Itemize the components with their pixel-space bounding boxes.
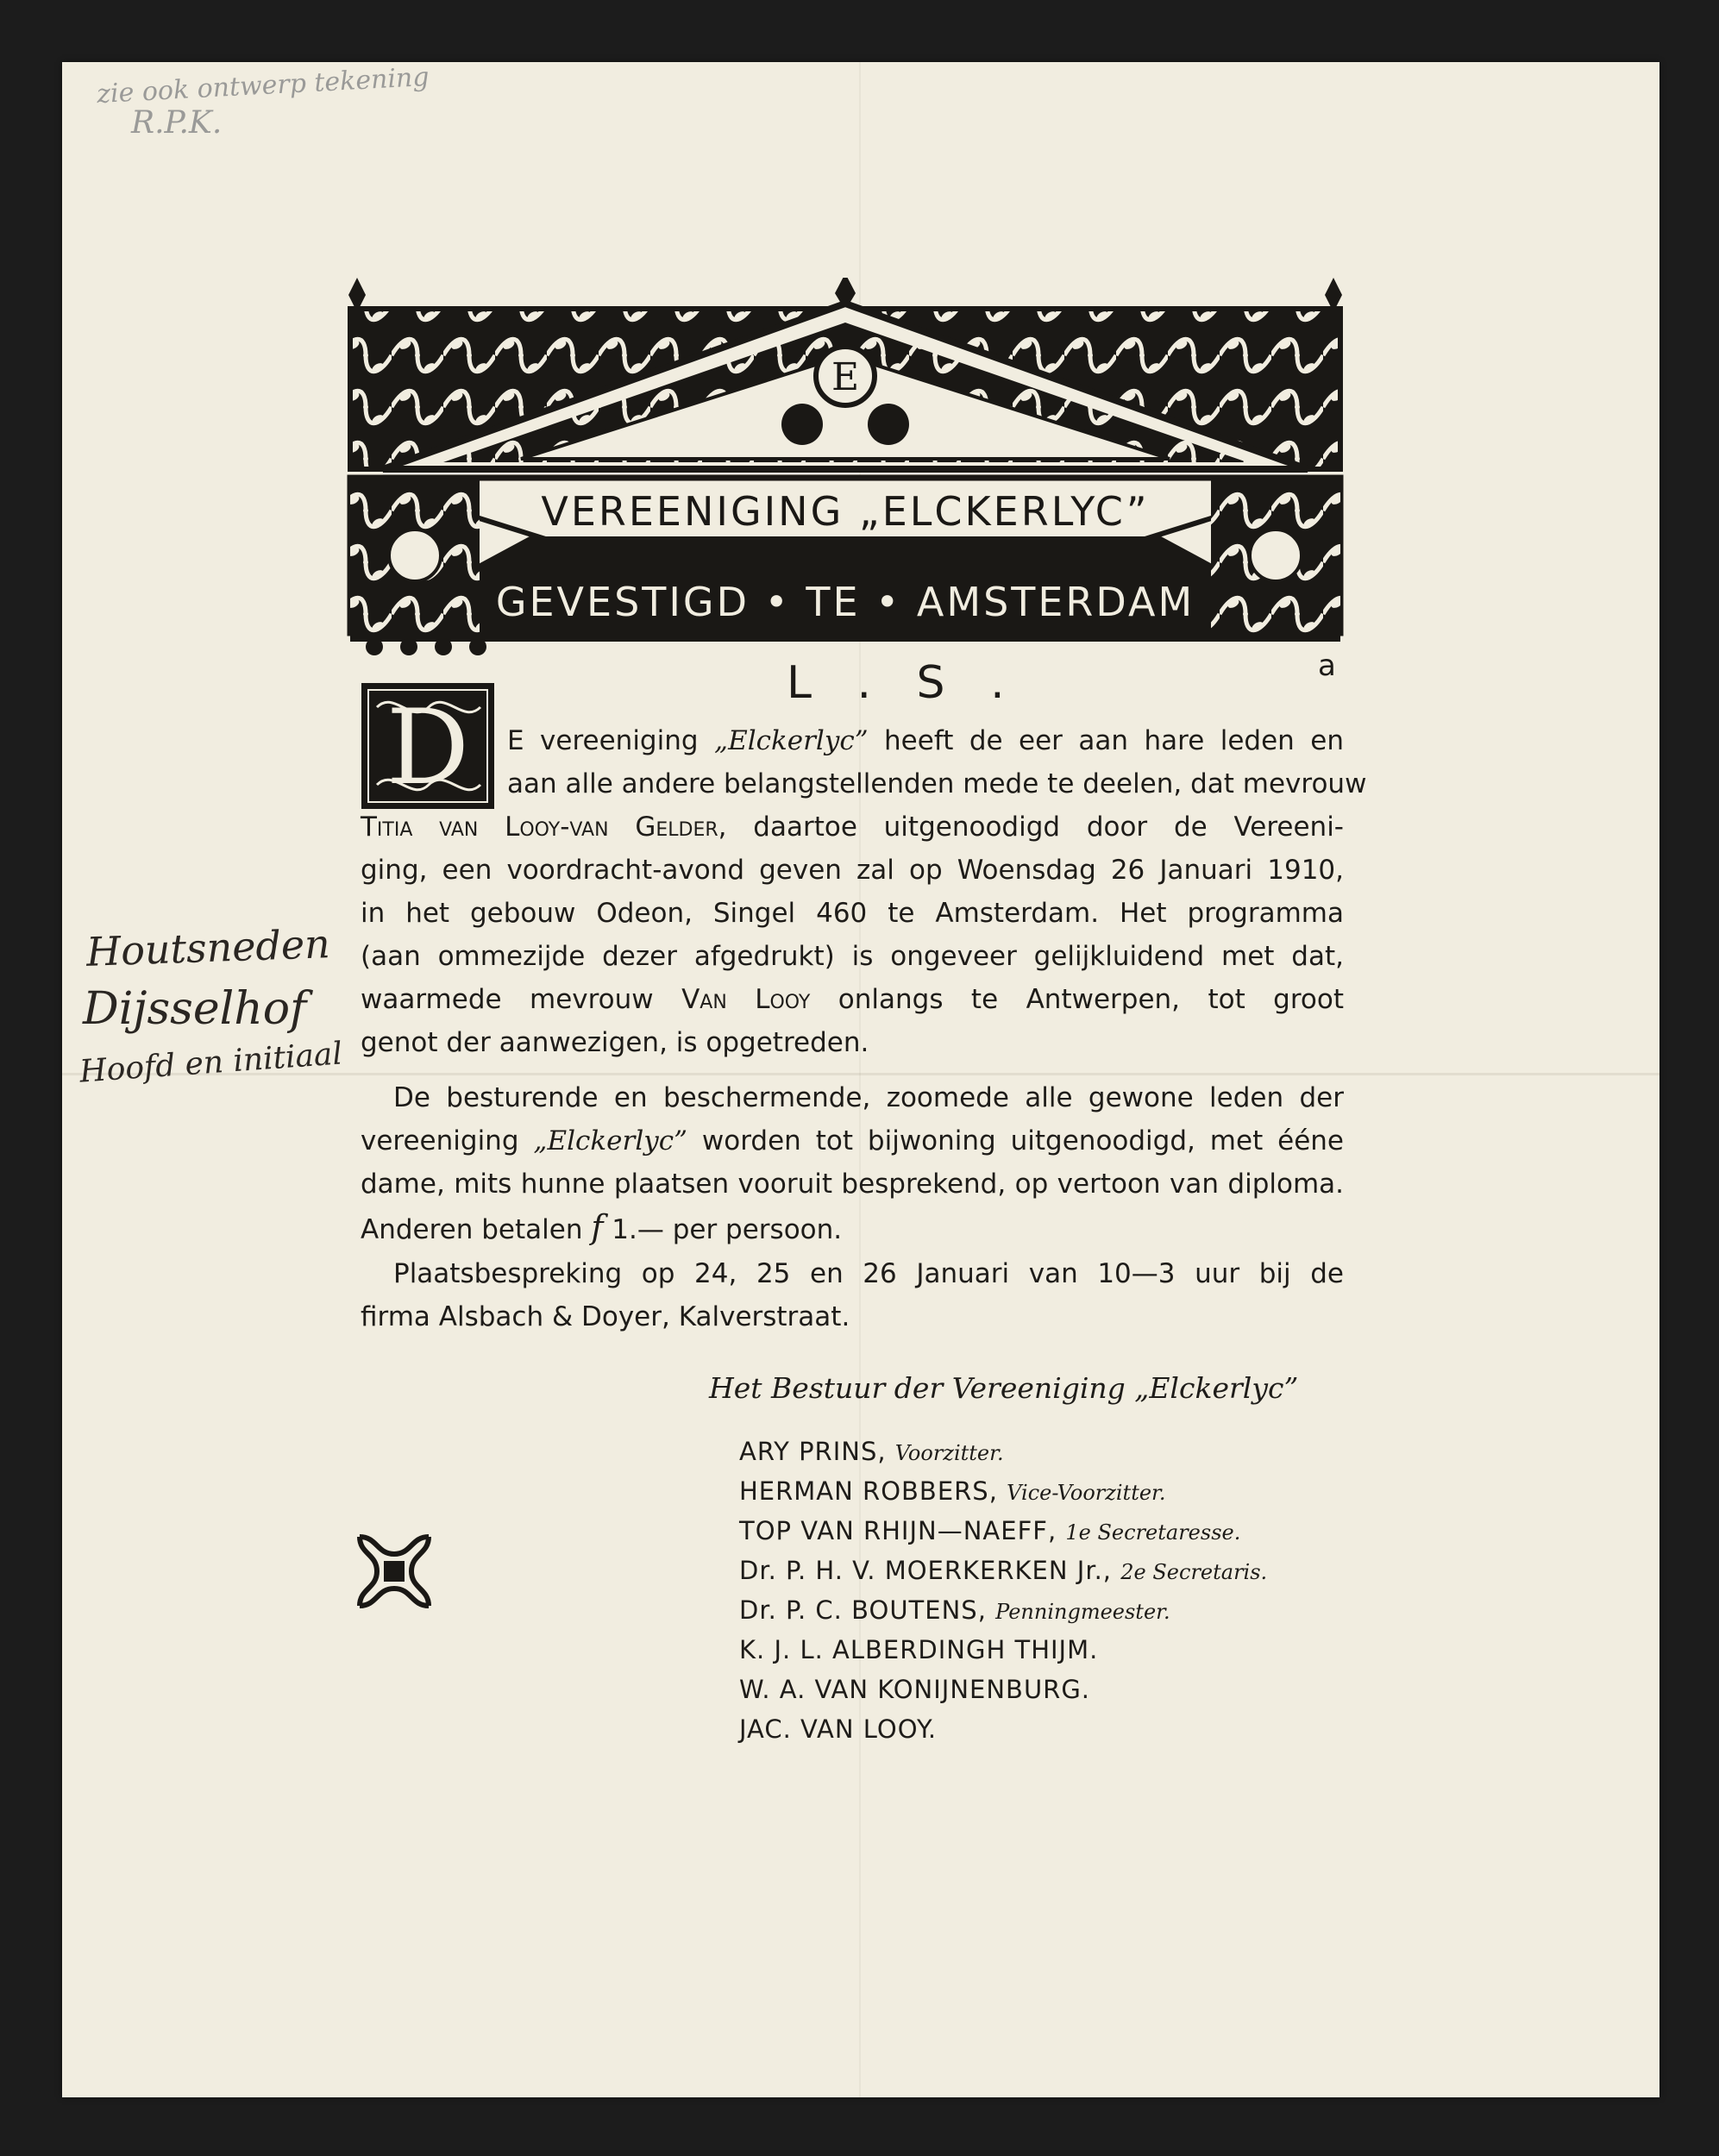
paragraph-1 <box>361 719 1367 1064</box>
board-member: HERMAN ROBBERS, Vice-Voorzitter. <box>739 1476 1166 1506</box>
p3-line1: Plaatsbespreking op 24, 25 en 26 Januari van 10—3 uur bij de <box>393 1258 1344 1289</box>
board-member: JAC. VAN LOOY. <box>739 1714 938 1744</box>
board-member: TOP VAN RHIJN—NAEFF, 1e Secretaresse. <box>739 1516 1241 1545</box>
pencil-note-line1: zie ook ontwerp tekening <box>96 62 430 110</box>
emblem-letter: E <box>831 355 860 399</box>
p2-line3: dame, mits hunne plaatsen vooruit besprekend, op vertoon van diploma. <box>361 1169 1344 1200</box>
woodcut-header-banner <box>340 278 1351 709</box>
ink-note-line3: Hoofd en initiaal <box>78 1036 344 1090</box>
p1-line8: genot der aanwezigen, is opgetreden. <box>361 1027 869 1058</box>
p1-line5: in het gebouw Odeon, Singel 460 te Amsterdam. Het programma <box>361 898 1344 929</box>
board-member: K. J. L. ALBERDINGH THIJM. <box>739 1635 1099 1664</box>
board-member: Dr. P. C. BOUTENS, Penningmeester. <box>739 1595 1170 1625</box>
p2-line2: vereeniging „Elckerlyc” worden tot bijwoning uitgenoodigd, met ééne <box>361 1125 1344 1156</box>
ornament-icon <box>351 1528 437 1614</box>
salutation: L . S . <box>787 657 1020 709</box>
p2-line4: Anderen betalen f 1.— per persoon. <box>361 1208 843 1246</box>
p1-line3: Titia van Looy-van Gelder, daartoe uitgenoodigd door de Vereeni- <box>361 812 1344 843</box>
banner-title-line2: GEVESTIGD • TE • AMSTERDAM <box>495 579 1195 625</box>
board-member: Dr. P. H. V. MOERKERKEN Jr., 2e Secretaris. <box>739 1556 1268 1585</box>
p2-line1: De besturende en beschermende, zoomede alle gewone leden der <box>393 1082 1344 1113</box>
document-sheet <box>62 62 1659 2097</box>
paragraph-2 <box>361 1076 1344 1249</box>
pencil-note-line2: R.P.K. <box>131 105 223 141</box>
margin-mark: a <box>1318 649 1336 683</box>
p1-line2: aan alle andere belangstellenden mede te deelen, dat mevrouw <box>507 768 1367 799</box>
paragraph-3 <box>361 1252 1344 1338</box>
p1-line6: (aan ommezijde dezer afgedrukt) is ongeveer gelijkluidend met dat, <box>361 941 1344 972</box>
initial-letter: D <box>386 688 470 808</box>
p1-line4: ging, een voordracht-avond geven zal op Woensdag 26 Januari 1910, <box>361 855 1344 886</box>
p1-line1: E vereeniging „Elckerlyc” heeft de eer aan hare leden en <box>507 725 1344 756</box>
board-member: ARY PRINS, Voorzitter. <box>739 1437 1004 1466</box>
p1-line7: waarmede mevrouw Van Looy onlangs te Antwerpen, tot groot <box>361 984 1344 1015</box>
board-members-list <box>739 1432 1267 1749</box>
board-member: W. A. VAN KONIJNENBURG. <box>739 1675 1091 1704</box>
banner-fringe <box>350 633 1340 655</box>
ink-note-line2: Dijsselhof <box>83 983 307 1035</box>
signature-line: Het Bestuur der Vereeniging „Elckerlyc” <box>709 1371 1299 1405</box>
p3-line2: firma Alsbach & Doyer, Kalverstraat. <box>361 1301 850 1332</box>
banner-title-line1: VEREENIGING „ELCKERLYC” <box>541 488 1150 535</box>
ink-note-line1: Houtsneden <box>85 920 331 975</box>
